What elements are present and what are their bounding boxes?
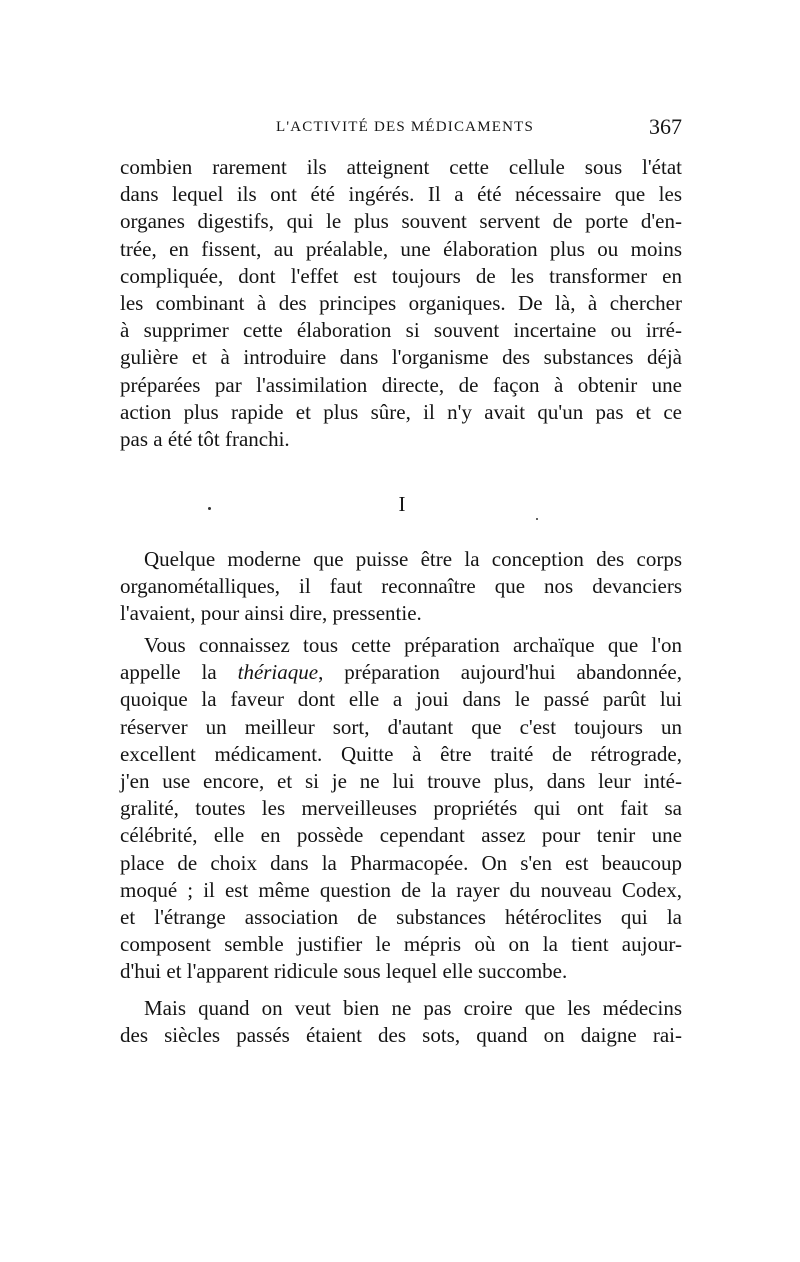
text-line: pas a été tôt franchi. bbox=[120, 426, 290, 451]
text-line: gulière et à introduire dans l'organisme des substances déjà bbox=[120, 345, 682, 370]
section-numeral: I bbox=[398, 492, 406, 516]
running-title: L'ACTIVITÉ DES MÉDICAMENTS bbox=[276, 119, 535, 135]
text-line: à supprimer cette élaboration si souvent incertaine ou irré- bbox=[120, 318, 682, 343]
text-line: action plus rapide et plus sûre, il n'y avait qu'un pas et ce bbox=[120, 399, 682, 424]
text-line: composent semble justifier le mépris où on la tient aujour- bbox=[120, 932, 682, 957]
text-line: quoique la faveur dont elle a joui dans le passé parût lui bbox=[120, 687, 682, 712]
text-line: célébrité, elle en possède cependant assez pour tenir une bbox=[120, 823, 682, 848]
text-line: trée, en fissent, au préalable, une élaboration plus ou moins bbox=[120, 236, 682, 261]
text-line: excellent médicament. Quitte à être traité de rétrograde, bbox=[120, 741, 682, 766]
text-line: et l'étrange association de substances hétéroclites qui la bbox=[120, 904, 682, 929]
paragraph-4 bbox=[120, 995, 682, 1049]
print-speck bbox=[536, 518, 538, 520]
text-line: moqué ; il est même question de la rayer du nouveau Codex, bbox=[120, 877, 682, 902]
text-line: Quelque moderne que puisse être la conception des corps bbox=[144, 547, 682, 571]
text-line: dans lequel ils ont été ingérés. Il a été nécessaire que les bbox=[120, 182, 682, 207]
text-line: organométalliques, il faut reconnaître que nos devanciers bbox=[120, 574, 682, 599]
text-line: des siècles passés étaient des sots, quand on daigne rai- bbox=[120, 1023, 682, 1048]
text-line: d'hui et l'apparent ridicule sous lequel elle succombe. bbox=[120, 959, 568, 984]
text-line: préparées par l'assimilation directe, de façon à obtenir une bbox=[120, 372, 682, 397]
text-line: j'en use encore, et si je ne lui trouve plus, dans leur inté- bbox=[120, 768, 682, 793]
paragraph-1 bbox=[120, 154, 682, 453]
text-line: Vous connaissez tous cette préparation archaïque que l'on bbox=[144, 633, 682, 657]
italic-term: thériaque bbox=[237, 660, 319, 685]
paragraph-2 bbox=[120, 546, 682, 628]
print-speck bbox=[208, 507, 211, 510]
text-line: Mais quand on veut bien ne pas croire que les médecins bbox=[144, 996, 682, 1020]
text-segment: , préparation aujourd'hui abandonnée, bbox=[318, 660, 682, 685]
text-line: organes digestifs, qui le plus souvent servent de porte d'en- bbox=[120, 209, 682, 234]
running-head bbox=[120, 116, 682, 146]
text-line: gralité, toutes les merveilleuses propriétés qui ont fait sa bbox=[120, 796, 682, 821]
page-number: 367 bbox=[649, 114, 682, 139]
text-line: place de choix dans la Pharmacopée. On s'en est beaucoup bbox=[120, 850, 682, 875]
text-line: l'avaient, pour ainsi dire, pressentie. bbox=[120, 601, 422, 626]
text-segment: appelle la bbox=[120, 660, 238, 685]
text-line: réserver un meilleur sort, d'autant que c'est toujours un bbox=[120, 714, 682, 739]
text-line: compliquée, dont l'effet est toujours de les transformer en bbox=[120, 263, 682, 288]
text-line: combien rarement ils atteignent cette cellule sous l'état bbox=[120, 155, 682, 179]
text-line: les combinant à des principes organiques. De là, à chercher bbox=[120, 290, 682, 315]
text-line bbox=[120, 659, 682, 686]
paragraph-3 bbox=[120, 632, 682, 985]
